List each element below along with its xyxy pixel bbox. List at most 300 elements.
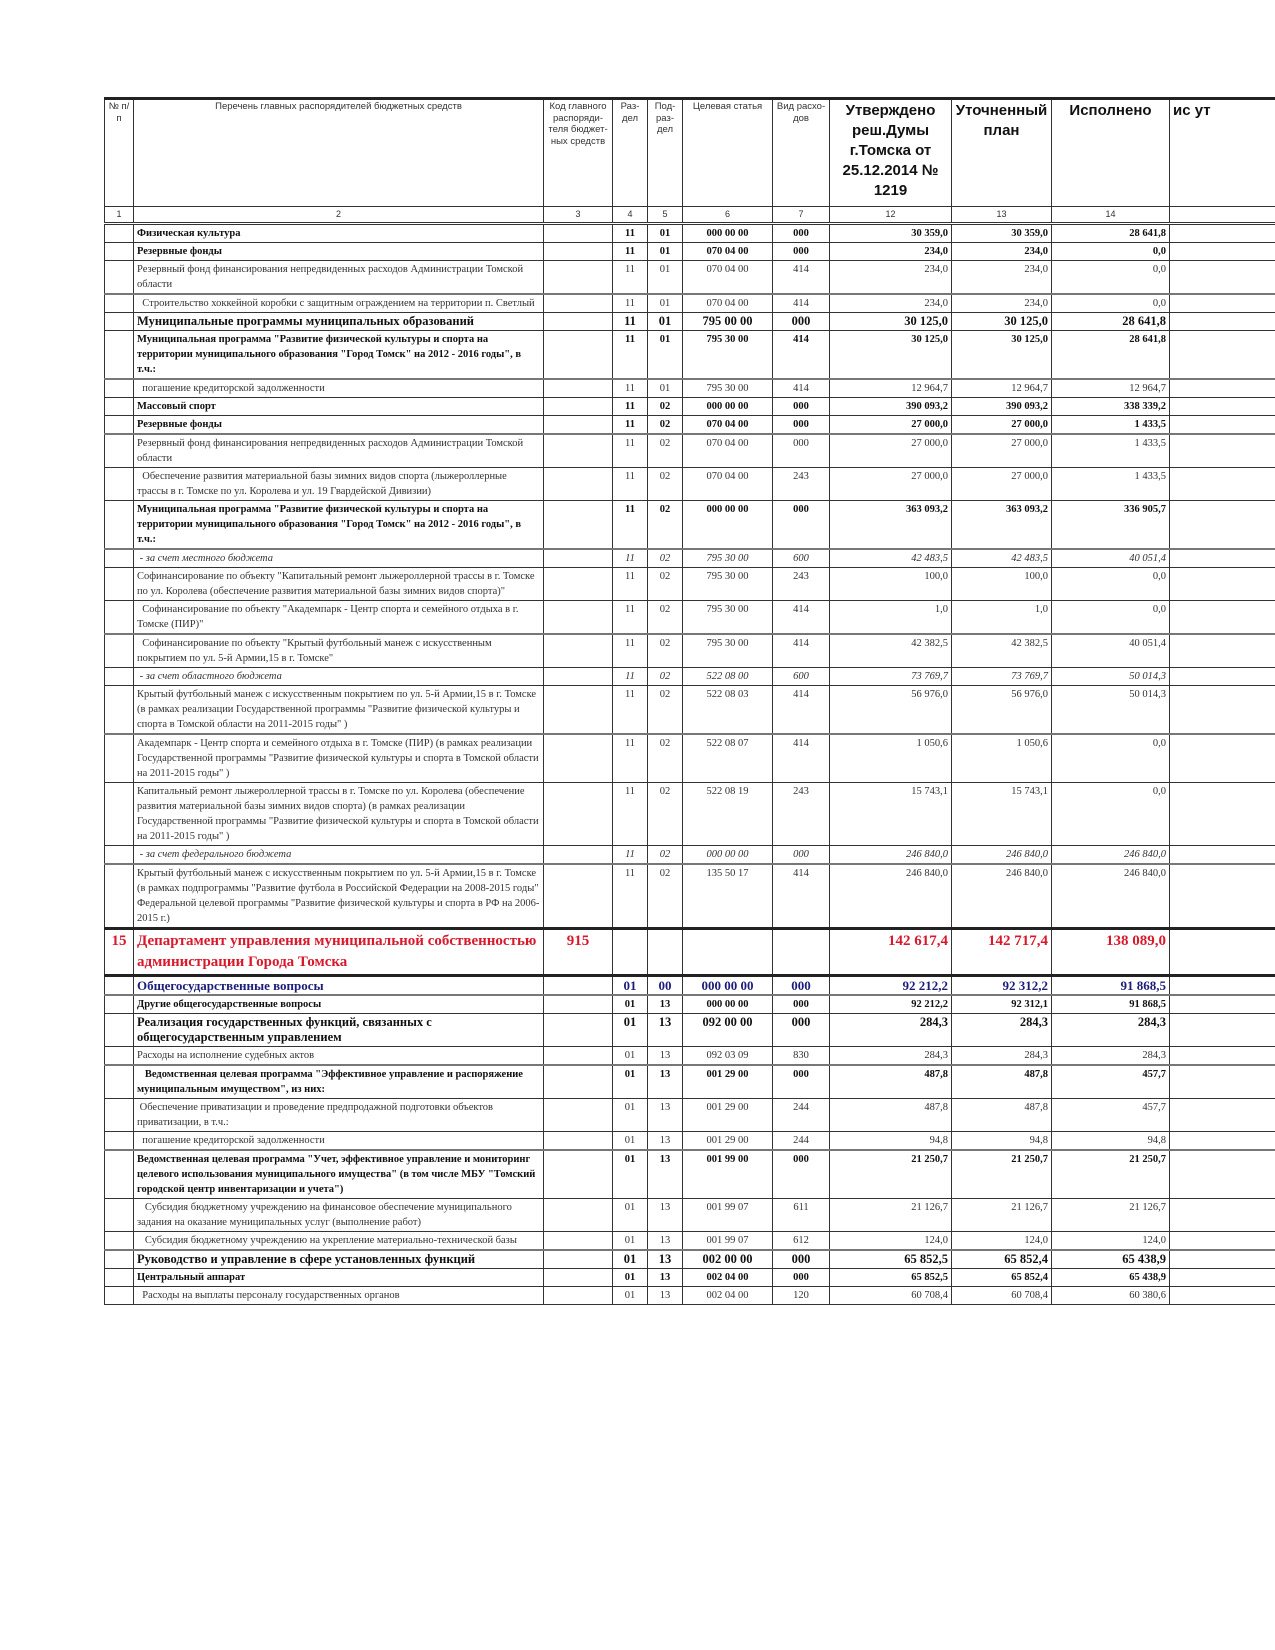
row-refined: 284,3: [952, 1047, 1052, 1066]
row-executed: 284,3: [1052, 1047, 1170, 1066]
row-executed: 1 433,5: [1052, 468, 1170, 501]
row-target: 795 30 00: [683, 331, 773, 380]
row-number: [105, 1269, 134, 1287]
row-refined: 27 000,0: [952, 468, 1052, 501]
row-executed: 21 126,7: [1052, 1199, 1170, 1232]
row-name: Физическая культура: [134, 224, 544, 243]
row-code: [544, 468, 613, 501]
row-expense-type: 000: [773, 416, 830, 435]
row-target: 001 99 00: [683, 1150, 773, 1199]
row-executed: 50 014,3: [1052, 686, 1170, 735]
row-approved: 1 050,6: [830, 734, 952, 783]
table-row: [105, 294, 1275, 313]
row-code: [544, 434, 613, 468]
row-code: [544, 601, 613, 635]
row-section: 01: [613, 1150, 648, 1199]
row-section: 11: [613, 568, 648, 601]
row-number: [105, 1232, 134, 1251]
row-subsection: 02: [648, 434, 683, 468]
row-partial: [1170, 783, 1275, 846]
table-row: [105, 261, 1275, 295]
row-section: 11: [613, 668, 648, 686]
row-number: [105, 468, 134, 501]
header-target: Целевая статья: [683, 99, 773, 207]
row-executed: 50 014,3: [1052, 668, 1170, 686]
row-executed: 0,0: [1052, 601, 1170, 635]
row-approved: 142 617,4: [830, 929, 952, 976]
row-target: 002 04 00: [683, 1287, 773, 1305]
row-subsection: 02: [648, 686, 683, 735]
row-partial: [1170, 1132, 1275, 1151]
row-partial: [1170, 398, 1275, 416]
header-refined: Уточненный план: [952, 99, 1052, 207]
row-refined: 42 382,5: [952, 634, 1052, 668]
row-target: 000 00 00: [683, 846, 773, 865]
row-number: [105, 976, 134, 996]
row-executed: 28 641,8: [1052, 331, 1170, 380]
row-name: Другие общегосударственные вопросы: [134, 995, 544, 1014]
row-name: Резервный фонд финансирования непредвиденных расходов Администрации Томской области: [134, 261, 544, 295]
row-code: [544, 1232, 613, 1251]
row-subsection: 13: [648, 1132, 683, 1151]
row-name: Крытый футбольный манеж с искусственным покрытием по ул. 5-й Армии,15 в г. Томске (в рамках реализации Государственной программы "Развитие физической культуры и спорта в Томской области на 2011-2015 годы" ): [134, 686, 544, 735]
row-expense-type: 600: [773, 668, 830, 686]
colnum: 13: [952, 207, 1052, 224]
row-name: Общегосударственные вопросы: [134, 976, 544, 996]
row-code: [544, 1047, 613, 1066]
row-expense-type: 414: [773, 379, 830, 398]
colnum: 2: [134, 207, 544, 224]
row-number: [105, 1287, 134, 1305]
row-refined: 234,0: [952, 261, 1052, 295]
row-partial: [1170, 568, 1275, 601]
row-name: Софинансирование по объекту "Капитальный ремонт лыжероллерной трассы в г. Томске по ул. Королева (обеспечение развития материальной базы зимних видов спорта)": [134, 568, 544, 601]
row-target: 070 04 00: [683, 243, 773, 261]
header-partial: ис ут: [1170, 99, 1275, 207]
row-subsection: 13: [648, 995, 683, 1014]
row-approved: 42 382,5: [830, 634, 952, 668]
row-expense-type: 414: [773, 261, 830, 295]
row-name: Резервный фонд финансирования непредвиденных расходов Администрации Томской области: [134, 434, 544, 468]
row-executed: 284,3: [1052, 1014, 1170, 1047]
row-number: [105, 224, 134, 243]
row-refined: 60 708,4: [952, 1287, 1052, 1305]
row-executed: 0,0: [1052, 783, 1170, 846]
row-partial: [1170, 734, 1275, 783]
table-row: [105, 1232, 1275, 1251]
table-row: [105, 224, 1275, 243]
table-row: [105, 501, 1275, 550]
row-subsection: 01: [648, 261, 683, 295]
row-section: 11: [613, 416, 648, 435]
row-refined: 73 769,7: [952, 668, 1052, 686]
header-number: № п/п: [105, 99, 134, 207]
table-row: [105, 864, 1275, 929]
row-approved: 487,8: [830, 1065, 952, 1099]
row-executed: 0,0: [1052, 294, 1170, 313]
table-row: [105, 1047, 1275, 1066]
row-name: - за счет областного бюджета: [134, 668, 544, 686]
row-code: [544, 864, 613, 929]
row-expense-type: 000: [773, 224, 830, 243]
row-refined: 42 483,5: [952, 549, 1052, 568]
row-number: [105, 846, 134, 865]
row-number: [105, 686, 134, 735]
colnum: [1170, 207, 1275, 224]
table-row: [105, 416, 1275, 435]
row-expense-type: 000: [773, 1150, 830, 1199]
row-executed: 21 250,7: [1052, 1150, 1170, 1199]
row-refined: 92 312,2: [952, 976, 1052, 996]
row-number: [105, 1014, 134, 1047]
row-expense-type: 000: [773, 398, 830, 416]
row-approved: 42 483,5: [830, 549, 952, 568]
row-expense-type: 414: [773, 331, 830, 380]
row-code: [544, 1099, 613, 1132]
row-number: [105, 501, 134, 550]
row-partial: [1170, 995, 1275, 1014]
row-approved: 65 852,5: [830, 1250, 952, 1269]
row-executed: 138 089,0: [1052, 929, 1170, 976]
row-subsection: 13: [648, 1150, 683, 1199]
row-refined: 284,3: [952, 1014, 1052, 1047]
row-target: 795 00 00: [683, 313, 773, 331]
row-subsection: 01: [648, 224, 683, 243]
row-partial: [1170, 634, 1275, 668]
row-target: 795 30 00: [683, 634, 773, 668]
row-code: [544, 1014, 613, 1047]
row-executed: 1 433,5: [1052, 416, 1170, 435]
row-section: 01: [613, 995, 648, 1014]
row-expense-type: 000: [773, 501, 830, 550]
row-subsection: 02: [648, 864, 683, 929]
row-name: Ведомственная целевая программа "Эффективное управление и распоряжение муниципальным имуществом", из них:: [134, 1065, 544, 1099]
row-target: 001 29 00: [683, 1132, 773, 1151]
row-partial: [1170, 1150, 1275, 1199]
budget-report-page: [104, 97, 1275, 1305]
row-name: - за счет федерального бюджета: [134, 846, 544, 865]
row-number: [105, 1199, 134, 1232]
row-approved: 30 359,0: [830, 224, 952, 243]
row-name: Резервные фонды: [134, 243, 544, 261]
row-section: 01: [613, 1232, 648, 1251]
row-partial: [1170, 261, 1275, 295]
row-expense-type: 414: [773, 601, 830, 635]
row-code: [544, 379, 613, 398]
row-approved: 234,0: [830, 243, 952, 261]
row-target: 135 50 17: [683, 864, 773, 929]
row-refined: 27 000,0: [952, 434, 1052, 468]
row-section: 11: [613, 243, 648, 261]
row-executed: 338 339,2: [1052, 398, 1170, 416]
table-row: [105, 601, 1275, 635]
row-target: 795 30 00: [683, 601, 773, 635]
row-code: [544, 568, 613, 601]
row-approved: 65 852,5: [830, 1269, 952, 1287]
row-code: [544, 634, 613, 668]
row-section: 01: [613, 976, 648, 996]
row-subsection: 02: [648, 398, 683, 416]
row-section: 11: [613, 398, 648, 416]
row-partial: [1170, 313, 1275, 331]
row-approved: 27 000,0: [830, 434, 952, 468]
row-target: 070 04 00: [683, 434, 773, 468]
row-partial: [1170, 379, 1275, 398]
row-executed: 65 438,9: [1052, 1250, 1170, 1269]
row-number: [105, 1132, 134, 1151]
row-expense-type: 000: [773, 1250, 830, 1269]
row-partial: [1170, 668, 1275, 686]
colnum: 7: [773, 207, 830, 224]
row-expense-type: 000: [773, 1269, 830, 1287]
row-executed: 124,0: [1052, 1232, 1170, 1251]
table-row: [105, 1132, 1275, 1151]
row-approved: 92 212,2: [830, 995, 952, 1014]
row-refined: 390 093,2: [952, 398, 1052, 416]
row-subsection: 02: [648, 734, 683, 783]
header-name: Перечень главных распорядителей бюджетных средств: [134, 99, 544, 207]
row-executed: 246 840,0: [1052, 846, 1170, 865]
row-name: Субсидия бюджетному учреждению на укрепление материально-технической базы: [134, 1232, 544, 1251]
row-target: 002 04 00: [683, 1269, 773, 1287]
row-refined: 1 050,6: [952, 734, 1052, 783]
row-code: [544, 1132, 613, 1151]
row-target: 070 04 00: [683, 468, 773, 501]
row-executed: 40 051,4: [1052, 634, 1170, 668]
row-refined: 21 126,7: [952, 1199, 1052, 1232]
row-subsection: 01: [648, 379, 683, 398]
row-approved: 284,3: [830, 1047, 952, 1066]
row-expense-type: 000: [773, 976, 830, 996]
table-row: [105, 686, 1275, 735]
row-section: [613, 929, 648, 976]
row-code: [544, 1250, 613, 1269]
row-partial: [1170, 1199, 1275, 1232]
header-section: Раз-дел: [613, 99, 648, 207]
row-subsection: 02: [648, 783, 683, 846]
row-code: [544, 1150, 613, 1199]
row-name: Академпарк - Центр спорта и семейного отдыха в г. Томске (ПИР) (в рамках реализации Государственной программы "Развитие физической культуры и спорта в Томской области на 2011-2015 годы" ): [134, 734, 544, 783]
row-approved: 27 000,0: [830, 416, 952, 435]
row-executed: 457,7: [1052, 1099, 1170, 1132]
table-row: [105, 434, 1275, 468]
row-approved: 60 708,4: [830, 1287, 952, 1305]
row-code: [544, 313, 613, 331]
row-subsection: 02: [648, 468, 683, 501]
row-partial: [1170, 686, 1275, 735]
row-target: 000 00 00: [683, 398, 773, 416]
row-executed: 0,0: [1052, 261, 1170, 295]
table-row: [105, 243, 1275, 261]
row-refined: 142 717,4: [952, 929, 1052, 976]
row-number: [105, 549, 134, 568]
budget-execution-table: [104, 97, 1275, 1305]
row-number: [105, 634, 134, 668]
row-approved: 94,8: [830, 1132, 952, 1151]
row-section: 01: [613, 1132, 648, 1151]
row-number: [105, 1099, 134, 1132]
row-subsection: 13: [648, 1014, 683, 1047]
row-number: [105, 1250, 134, 1269]
row-code: [544, 224, 613, 243]
row-subsection: 00: [648, 976, 683, 996]
row-number: [105, 331, 134, 380]
row-refined: 487,8: [952, 1065, 1052, 1099]
row-executed: 91 868,5: [1052, 976, 1170, 996]
row-number: [105, 1150, 134, 1199]
row-approved: 21 250,7: [830, 1150, 952, 1199]
row-subsection: 02: [648, 601, 683, 635]
row-name: Резервные фонды: [134, 416, 544, 435]
row-section: 11: [613, 434, 648, 468]
header-executed: Исполнено: [1052, 99, 1170, 207]
row-section: 11: [613, 501, 648, 550]
row-subsection: 02: [648, 634, 683, 668]
table-row: [105, 568, 1275, 601]
row-code: [544, 549, 613, 568]
table-row: [105, 379, 1275, 398]
row-target: [683, 929, 773, 976]
row-section: 01: [613, 1250, 648, 1269]
row-expense-type: 000: [773, 434, 830, 468]
row-code: [544, 995, 613, 1014]
table-row: [105, 846, 1275, 865]
row-target: 795 30 00: [683, 549, 773, 568]
row-expense-type: 000: [773, 846, 830, 865]
row-name: погашение кредиторской задолженности: [134, 1132, 544, 1151]
row-refined: 21 250,7: [952, 1150, 1052, 1199]
row-partial: [1170, 846, 1275, 865]
row-subsection: 01: [648, 294, 683, 313]
row-refined: 15 743,1: [952, 783, 1052, 846]
row-subsection: 13: [648, 1269, 683, 1287]
row-number: 15: [105, 929, 134, 976]
row-subsection: 02: [648, 568, 683, 601]
row-partial: [1170, 468, 1275, 501]
row-approved: 124,0: [830, 1232, 952, 1251]
row-name: Субсидия бюджетному учреждению на финансовое обеспечение муниципального задания на оказание муниципальных услуг (выполнение работ): [134, 1199, 544, 1232]
row-partial: [1170, 1065, 1275, 1099]
row-executed: 91 868,5: [1052, 995, 1170, 1014]
row-expense-type: 244: [773, 1132, 830, 1151]
row-approved: 246 840,0: [830, 864, 952, 929]
row-partial: [1170, 976, 1275, 996]
table-row: [105, 1199, 1275, 1232]
row-partial: [1170, 224, 1275, 243]
row-number: [105, 1047, 134, 1066]
row-number: [105, 995, 134, 1014]
section-row: [105, 976, 1275, 996]
row-approved: 21 126,7: [830, 1199, 952, 1232]
row-target: 001 99 07: [683, 1232, 773, 1251]
row-refined: 1,0: [952, 601, 1052, 635]
row-expense-type: [773, 929, 830, 976]
row-expense-type: 414: [773, 294, 830, 313]
row-approved: 234,0: [830, 261, 952, 295]
header-approved: Утверждено реш.Думы г.Томска от 25.12.2014 № 1219: [830, 99, 952, 207]
row-code: [544, 668, 613, 686]
row-target: 522 08 03: [683, 686, 773, 735]
row-target: 522 08 07: [683, 734, 773, 783]
row-subsection: 02: [648, 549, 683, 568]
row-target: 070 04 00: [683, 294, 773, 313]
header-code: Код главного распоряди-теля бюджет-ных средств: [544, 99, 613, 207]
row-code: [544, 398, 613, 416]
row-code: [544, 783, 613, 846]
row-refined: 234,0: [952, 243, 1052, 261]
row-target: 002 00 00: [683, 1250, 773, 1269]
row-executed: 28 641,8: [1052, 224, 1170, 243]
row-expense-type: 000: [773, 1014, 830, 1047]
row-executed: 336 905,7: [1052, 501, 1170, 550]
header-expense-type: Вид расхо-дов: [773, 99, 830, 207]
row-approved: 56 976,0: [830, 686, 952, 735]
row-refined: 30 125,0: [952, 313, 1052, 331]
table-row: [105, 668, 1275, 686]
row-approved: 12 964,7: [830, 379, 952, 398]
row-refined: 246 840,0: [952, 846, 1052, 865]
table-row: [105, 1250, 1275, 1269]
row-subsection: 13: [648, 1250, 683, 1269]
row-expense-type: 830: [773, 1047, 830, 1066]
row-subsection: 02: [648, 501, 683, 550]
row-refined: 30 125,0: [952, 331, 1052, 380]
row-name: Обеспечение развития материальной базы зимних видов спорта (лыжероллерные трассы в г. Томске по ул. Королева и ул. 19 Гвардейской Дивизии): [134, 468, 544, 501]
row-section: 01: [613, 1199, 648, 1232]
row-approved: 390 093,2: [830, 398, 952, 416]
table-row: [105, 783, 1275, 846]
row-expense-type: 612: [773, 1232, 830, 1251]
row-name: Реализация государственных функций, связанных с общегосударственным управлением: [134, 1014, 544, 1047]
row-partial: [1170, 929, 1275, 976]
table-row: [105, 634, 1275, 668]
row-expense-type: 414: [773, 686, 830, 735]
row-expense-type: 243: [773, 468, 830, 501]
row-partial: [1170, 1269, 1275, 1287]
colnum: 1: [105, 207, 134, 224]
row-number: [105, 783, 134, 846]
table-row: [105, 995, 1275, 1014]
row-expense-type: 243: [773, 783, 830, 846]
row-code: [544, 261, 613, 295]
row-executed: 0,0: [1052, 243, 1170, 261]
row-number: [105, 668, 134, 686]
row-approved: 234,0: [830, 294, 952, 313]
row-name: Крытый футбольный манеж с искусственным покрытием по ул. 5-й Армии,15 в г. Томске (в рамках подпрограммы "Развитие футбола в Российской Федерации на 2008-2015 годы" Федеральной целевой программы "Развитие физической культуры и спорта в РФ на 2006-2015 г.): [134, 864, 544, 929]
row-number: [105, 734, 134, 783]
row-partial: [1170, 1047, 1275, 1066]
row-expense-type: 000: [773, 313, 830, 331]
row-approved: 27 000,0: [830, 468, 952, 501]
row-section: 11: [613, 468, 648, 501]
row-target: 000 00 00: [683, 501, 773, 550]
row-number: [105, 1065, 134, 1099]
table-row: [105, 313, 1275, 331]
row-code: [544, 1199, 613, 1232]
header-subsection: Под-раз-дел: [648, 99, 683, 207]
colnum: 5: [648, 207, 683, 224]
row-section: 11: [613, 224, 648, 243]
row-subsection: 13: [648, 1047, 683, 1066]
row-code: [544, 976, 613, 996]
row-target: 092 03 09: [683, 1047, 773, 1066]
row-name: Центральный аппарат: [134, 1269, 544, 1287]
row-subsection: 02: [648, 846, 683, 865]
row-target: 070 04 00: [683, 261, 773, 295]
row-partial: [1170, 1250, 1275, 1269]
row-section: 11: [613, 783, 648, 846]
row-expense-type: 414: [773, 734, 830, 783]
